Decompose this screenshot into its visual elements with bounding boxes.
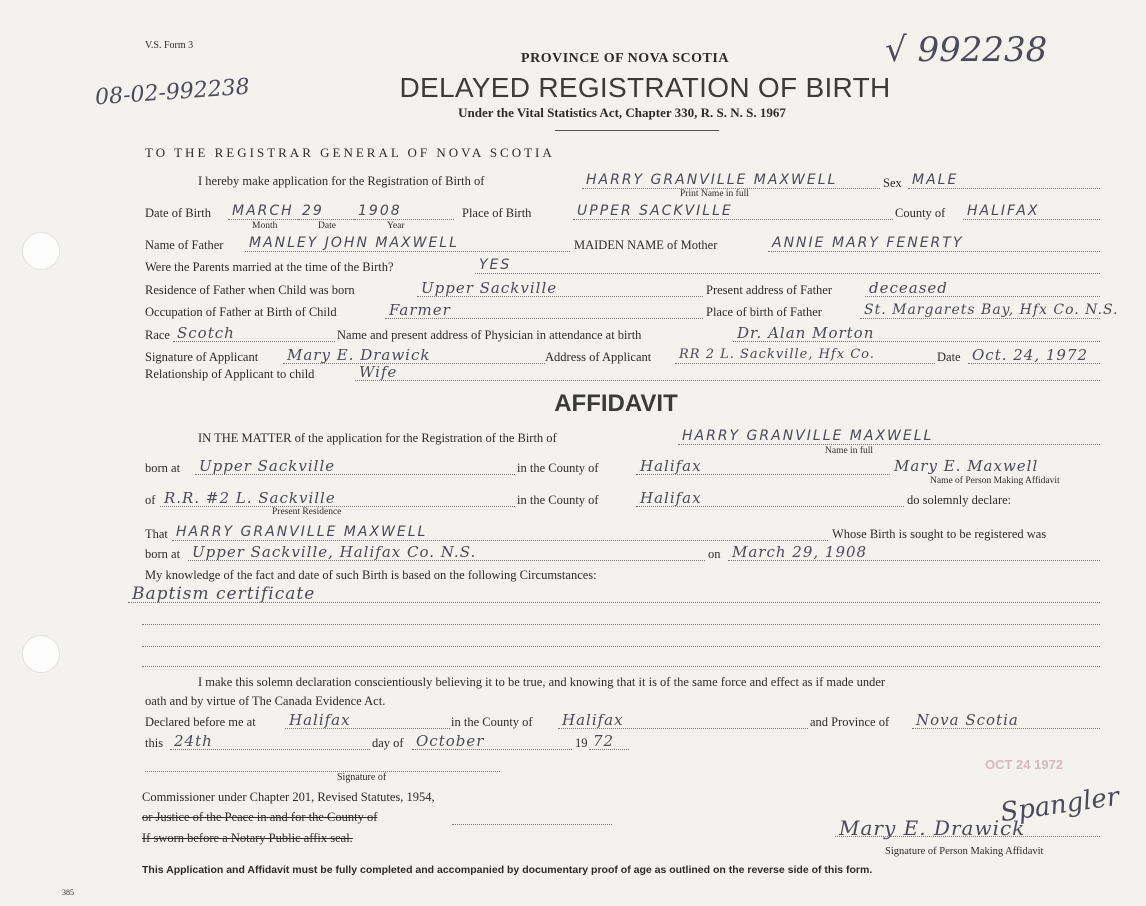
signature-of-caption: Signature of (337, 772, 387, 783)
that-name-field[interactable]: HARRY GRANVILLE MAXWELL (172, 524, 828, 541)
title-rule (555, 130, 719, 131)
name-in-full-caption: Name in full (825, 446, 874, 456)
occupation-label: Occupation of Father at Birth of Child (145, 305, 337, 319)
to-registrar: TO THE REGISTRAR GENERAL OF NOVA SCOTIA (145, 145, 555, 160)
relationship-field[interactable]: Wife (355, 364, 1100, 381)
print-name-caption: Print Name in full (680, 189, 749, 199)
day-of-label: day of (372, 736, 404, 750)
res-father-label: Residence of Father when Child was born (145, 283, 355, 297)
person-signature-field[interactable]: Mary E. Drawick (835, 820, 1100, 837)
declared-label: Declared before me at (145, 715, 256, 729)
race-label: Race (145, 328, 170, 342)
born-at-label: born at (145, 461, 181, 475)
present-addr-field[interactable]: deceased (865, 280, 1100, 297)
present-addr-label: Present address of Father (706, 283, 833, 297)
physician-field[interactable]: Dr. Alan Morton (733, 325, 1100, 342)
sig-applicant-label: Signature of Applicant (145, 350, 259, 364)
pob-field[interactable]: UPPER SACKVILLE (573, 203, 893, 220)
occupation-field[interactable]: Farmer (385, 302, 703, 319)
person-making-field[interactable]: Mary E. Maxwell (894, 457, 1039, 475)
province-field[interactable]: Nova Scotia (912, 712, 1100, 729)
mother-field[interactable]: ANNIE MARY FENERTY (768, 235, 1100, 252)
hand-number-left: 08-02-992238 (94, 74, 251, 111)
province-heading: PROVINCE OF NOVA SCOTIA (521, 51, 729, 66)
physician-label: Name and present address of Physician in attendance at birth (337, 328, 642, 342)
commissioner-signature: Spangler (998, 781, 1121, 829)
res-father-field[interactable]: Upper Sackville (417, 280, 703, 297)
circumstance-line-4[interactable] (142, 650, 1100, 667)
date-stamp: OCT 24 1972 (985, 757, 1064, 772)
county1-field[interactable]: Halifax (636, 458, 890, 475)
declare-text: do solemnly declare: (907, 493, 1012, 507)
of-label: of (145, 493, 156, 507)
born-at-field[interactable]: Upper Sackville (195, 458, 515, 475)
county-label-3: in the County of (451, 715, 533, 729)
knowledge-text: My knowledge of the fact and date of such Birth is based on the following Circumstances: (145, 568, 597, 582)
form-number: V.S. Form 3 (145, 40, 194, 51)
notary-text: If sworn before a Notary Public affix seal. (142, 831, 353, 845)
father-pob-label: Place of birth of Father (706, 305, 822, 319)
year-caption: Year (387, 221, 405, 231)
declaration-line-1: I make this solemn declaration conscientiously believing it to be true, and knowing that it is of the same force and effect as if made under (198, 675, 886, 689)
born-at2-label: born at (145, 547, 181, 561)
justice-text: or Justice of the Peace in and for the County of (142, 810, 378, 824)
circumstance-line-2[interactable] (142, 608, 1100, 625)
date-field[interactable]: Oct. 24, 1972 (968, 347, 1100, 364)
footer-code: 385 (62, 888, 74, 897)
circumstance-field[interactable]: Baptism certificate (128, 586, 1100, 603)
affidavit-heading: AFFIDAVIT (554, 390, 678, 417)
month-field[interactable]: October (412, 733, 572, 750)
commissioner-signature-line[interactable] (145, 755, 500, 772)
father-pob-field[interactable]: St. Margarets Bay, Hfx Co. N.S. (860, 302, 1100, 319)
pob-label: Place of Birth (462, 206, 532, 220)
county-of-label: in the County of (517, 461, 599, 475)
month-caption: Month (252, 221, 278, 231)
this-label: this (145, 736, 164, 750)
addr-applicant-field[interactable]: RR 2 L. Sackville, Hfx Co. (675, 347, 935, 364)
on-label: on (708, 547, 721, 561)
whose-birth-text: Whose Birth is sought to be registered was (832, 527, 1047, 541)
matter-text: IN THE MATTER of the application for the Registration of the Birth of (198, 431, 557, 445)
county3-field[interactable]: Halifax (558, 712, 808, 729)
dob-year-field[interactable]: 1908 (354, 203, 454, 220)
relationship-label: Relationship of Applicant to child (145, 367, 315, 381)
county-field[interactable]: HALIFAX (963, 203, 1100, 220)
father-label: Name of Father (145, 238, 224, 252)
born-at2-field[interactable]: Upper Sackville, Halifax Co. N.S. (188, 544, 705, 561)
dob-label: Date of Birth (145, 206, 211, 220)
hand-number-top: √ 992238 (885, 30, 1048, 70)
on-date-field[interactable]: March 29, 1908 (728, 544, 1100, 561)
declaration-line-2: oath and by virtue of The Canada Evidence Act. (145, 694, 386, 708)
declared-at-field[interactable]: Halifax (285, 712, 450, 729)
province-label: and Province of (810, 715, 890, 729)
form-title: DELAYED REGISTRATION OF BIRTH (399, 72, 891, 103)
form-subtitle: Under the Vital Statistics Act, Chapter 330, R. S. N. S. 1967 (458, 105, 786, 120)
child-name-field[interactable]: HARRY GRANVILLE MAXWELL (582, 172, 880, 189)
married-field[interactable]: YES (475, 257, 1100, 274)
present-residence-caption: Present Residence (272, 507, 342, 517)
justice-county-field[interactable] (452, 808, 612, 825)
race-field[interactable]: Scotch (173, 325, 335, 342)
this-day-field[interactable]: 24th (170, 733, 370, 750)
sig-person-caption: Signature of Person Making Affidavit (885, 846, 1044, 857)
year-suffix-field[interactable]: 72 (589, 733, 629, 750)
mother-label: MAIDEN NAME of Mother (574, 238, 718, 252)
sig-applicant-field[interactable]: Mary E. Drawick (283, 347, 545, 364)
intro-label: I hereby make application for the Registration of Birth of (198, 174, 485, 188)
residence-field[interactable]: R.R. #2 L. Sackville (160, 490, 515, 507)
person-making-caption: Name of Person Making Affidavit (930, 476, 1060, 486)
father-field[interactable]: MANLEY JOHN MAXWELL (245, 235, 570, 252)
county-label: County of (895, 206, 946, 220)
matter-name-field[interactable]: HARRY GRANVILLE MAXWELL (678, 428, 1100, 445)
footer-note: This Application and Affidavit must be fully completed and accompanied by documentary proof of age as outlined on the reverse side of this form. (142, 864, 873, 876)
date-label: Date (937, 350, 961, 364)
punch-hole-top (22, 232, 60, 270)
sex-label: Sex (883, 176, 902, 190)
circumstance-line-3[interactable] (142, 630, 1100, 647)
dob-month-field[interactable]: MARCH (228, 203, 298, 220)
that-label: That (145, 527, 168, 541)
punch-hole-bottom (22, 635, 60, 673)
dob-date-field[interactable]: 29 (298, 203, 354, 220)
county2-field[interactable]: Halifax (636, 490, 904, 507)
addr-applicant-label: Address of Applicant (545, 350, 652, 364)
date-caption: Date (318, 221, 336, 231)
year-prefix: 19 (575, 736, 588, 750)
county-of-label-2: in the County of (517, 493, 599, 507)
married-label: Were the Parents married at the time of the Birth? (145, 260, 394, 274)
sex-field[interactable]: MALE (908, 172, 1100, 189)
commissioner-text: Commissioner under Chapter 201, Revised Statutes, 1954, (142, 790, 435, 804)
